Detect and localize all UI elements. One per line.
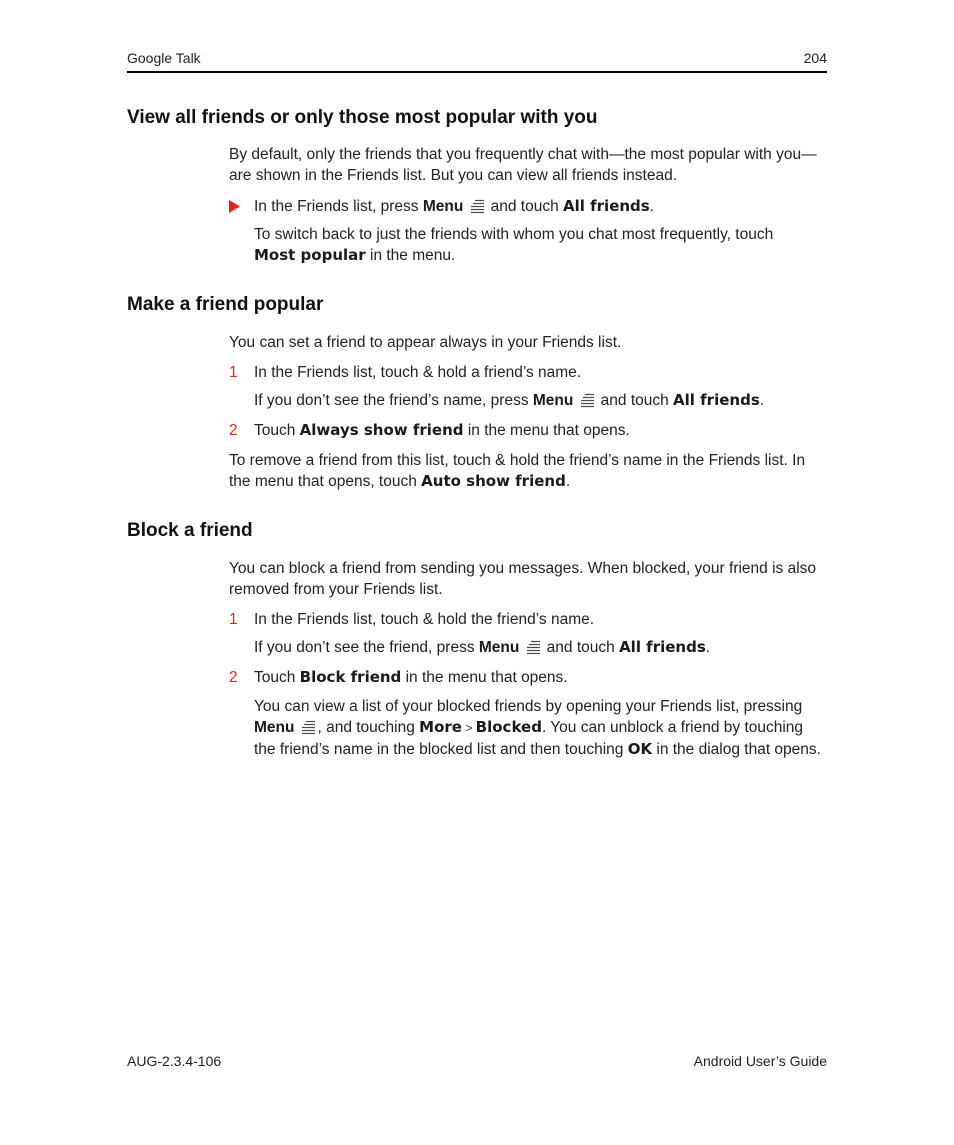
step-number: 2 [229, 669, 238, 686]
running-header-title: Google Talk [127, 50, 201, 66]
text-line: the menu that opens, touch [229, 473, 422, 490]
instruction-text: . [649, 198, 655, 215]
text-line: . [565, 473, 571, 490]
menu-icon [578, 393, 595, 408]
menu-icon [468, 199, 485, 214]
step-text: in the menu that opens. [463, 422, 630, 439]
instruction-text: and touch [596, 392, 674, 409]
ui-term-most-popular: Most popular [254, 246, 366, 264]
step-number: 1 [229, 611, 238, 628]
step-2 [229, 420, 630, 441]
text-line: To remove a friend from this list, touch & hold the friend’s name in the Friends list. In [229, 452, 806, 469]
text-line: removed from your Friends list. [229, 581, 443, 598]
section-intro-paragraph [229, 558, 816, 600]
step-number: 2 [229, 422, 238, 439]
text-line: You can set a friend to appear always in your Friends list. [229, 334, 622, 351]
header-rule [127, 71, 827, 73]
step-1-subnote [254, 390, 764, 411]
instruction-text: In the Friends list, press [254, 198, 423, 215]
blocked-list-note [254, 696, 821, 760]
text-line: . You can unblock a friend by touching [541, 719, 804, 736]
text-line: are shown in the Friends list. But you can view all friends instead. [229, 167, 678, 184]
step-number: 1 [229, 364, 238, 381]
instruction-text: . [705, 639, 711, 656]
section-heading-view-all-friends: View all friends or only those most popular with you [127, 107, 598, 128]
ui-term-more: More [419, 718, 462, 736]
instruction-text: If you don’t see the friend, press [254, 639, 479, 656]
instruction-text: and touch [542, 639, 620, 656]
instruction-text: . [759, 392, 765, 409]
menu-label: Menu [422, 198, 464, 215]
step-1 [229, 609, 594, 630]
bullet-instruction [229, 196, 654, 217]
menu-icon [299, 720, 316, 735]
menu-path-separator: > [461, 721, 476, 735]
text-line: , and touching [317, 719, 420, 736]
ui-term-always-show-friend: Always show friend [299, 421, 464, 439]
section-heading-make-friend-popular: Make a friend popular [127, 294, 324, 315]
step-text: Touch [254, 669, 300, 686]
text-line: By default, only the friends that you frequently chat with—the most popular with you— [229, 146, 817, 163]
instruction-text: If you don’t see the friend’s name, press [254, 392, 533, 409]
section-heading-block-friend: Block a friend [127, 520, 253, 541]
section-intro-paragraph [229, 332, 621, 353]
ui-term-all-friends: All friends [673, 391, 760, 409]
ui-term-all-friends: All friends [563, 197, 650, 215]
ui-term-ok: OK [627, 740, 653, 758]
remove-friend-paragraph [229, 450, 805, 492]
section-intro-paragraph [229, 144, 817, 186]
footer-guide-title: Android User’s Guide [693, 1053, 827, 1069]
ui-term-blocked: Blocked [475, 718, 542, 736]
ui-term-auto-show-friend: Auto show friend [421, 472, 566, 490]
menu-label: Menu [254, 719, 295, 736]
instruction-text: and touch [486, 198, 564, 215]
footer-doc-id: AUG-2.3.4-106 [127, 1053, 222, 1069]
step-1 [229, 362, 581, 383]
menu-label: Menu [478, 639, 520, 656]
step-text: in the menu that opens. [401, 669, 568, 686]
step-1-subnote [254, 637, 710, 658]
text-line: in the menu. [365, 247, 456, 264]
menu-icon [524, 640, 541, 655]
step-text: In the Friends list, touch & hold a friend’s name. [254, 364, 582, 381]
triangle-bullet-icon [229, 200, 240, 213]
ui-term-all-friends: All friends [619, 638, 706, 656]
text-line: the friend’s name in the blocked list and then touching [254, 741, 628, 758]
ui-term-block-friend: Block friend [299, 668, 402, 686]
step-text: In the Friends list, touch & hold the friend’s name. [254, 611, 595, 628]
switch-back-note [254, 224, 773, 266]
text-line: You can view a list of your blocked friends by opening your Friends list, pressing [254, 698, 803, 715]
text-line: You can block a friend from sending you messages. When blocked, your friend is also [229, 560, 817, 577]
text-line: To switch back to just the friends with whom you chat most frequently, touch [254, 226, 774, 243]
page-number: 204 [803, 50, 827, 66]
step-2 [229, 667, 568, 688]
text-line: in the dialog that opens. [652, 741, 821, 758]
step-text: Touch [254, 422, 300, 439]
menu-label: Menu [532, 392, 574, 409]
